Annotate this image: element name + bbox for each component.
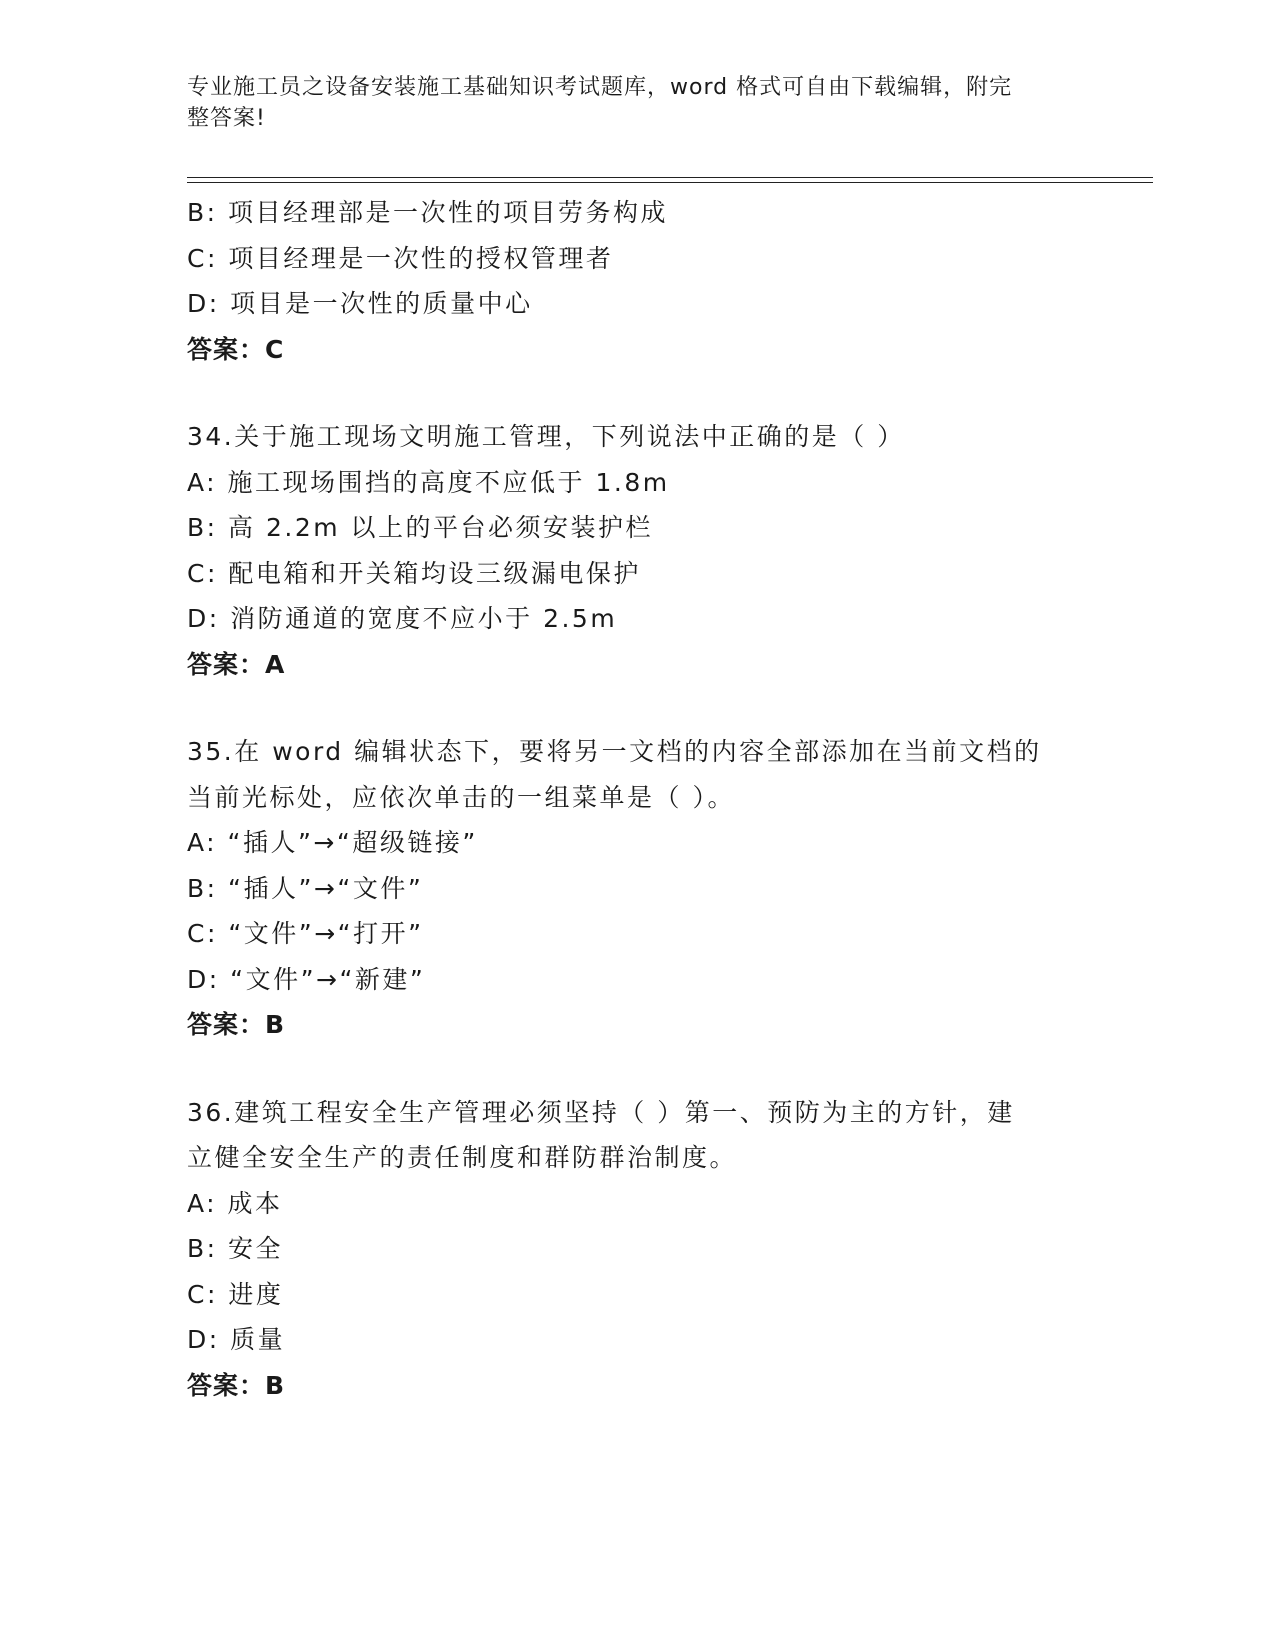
option-d: D: “文件”→“新建” xyxy=(187,964,426,994)
question-list xyxy=(187,190,1067,1408)
answer-label: 答案：B xyxy=(187,1010,286,1039)
option-b: B: “插人”→“文件” xyxy=(187,873,424,903)
option-b: B: 高 2.2m 以上的平台必须安装护栏 xyxy=(187,513,654,542)
answer-label: 答案：B xyxy=(187,1370,286,1400)
document-header xyxy=(187,72,1067,134)
question-stem-line-2: 当前光标处，应依次单击的一组菜单是（ ）。 xyxy=(187,782,735,812)
option-c: C: 进度 xyxy=(187,1279,284,1309)
header-divider-top xyxy=(187,177,1153,178)
option-c: C: 项目经理是一次性的授权管理者 xyxy=(187,243,614,273)
option-c: C: “文件”→“打开” xyxy=(187,919,424,948)
option-a: A: “插人”→“超级链接” xyxy=(187,828,478,857)
option-d: D: 项目是一次性的质量中心 xyxy=(187,289,533,318)
option-c: C: 配电箱和开关箱均设三级漏电保护 xyxy=(187,558,641,588)
question-stem: 34.关于施工现场文明施工管理，下列说法中正确的是（ ） xyxy=(187,422,905,451)
question-34 xyxy=(187,414,1067,687)
header-line-1: 专业施工员之设备安装施工基础知识考试题库，word 格式可自由下载编辑，附完 xyxy=(187,75,1013,100)
question-stem-line-1: 35.在 word 编辑状态下，要将另一文档的内容全部添加在当前文档的 xyxy=(187,737,1042,766)
question-35 xyxy=(187,729,1067,1048)
answer-label: 答案：A xyxy=(187,649,286,679)
header-line-2: 整答案! xyxy=(187,106,266,131)
question-stem-line-1: 36.建筑工程安全生产管理必须坚持（ ）第一、预防为主的方针，建 xyxy=(187,1097,1015,1127)
option-d: D: 消防通道的宽度不应小于 2.5m xyxy=(187,604,618,633)
question-33-continuation xyxy=(187,190,1067,372)
header-divider-bottom xyxy=(187,182,1153,183)
question-stem-line-2: 立健全安全生产的责任制度和群防群治制度。 xyxy=(187,1143,738,1172)
option-b: B: 项目经理部是一次性的项目劳务构成 xyxy=(187,198,669,227)
option-d: D: 质量 xyxy=(187,1325,286,1354)
question-36 xyxy=(187,1090,1067,1409)
answer-label: 答案：C xyxy=(187,334,285,364)
option-a: A: 成本 xyxy=(187,1188,283,1218)
option-b: B: 安全 xyxy=(187,1234,284,1263)
option-a: A: 施工现场围挡的高度不应低于 1.8m xyxy=(187,467,670,497)
